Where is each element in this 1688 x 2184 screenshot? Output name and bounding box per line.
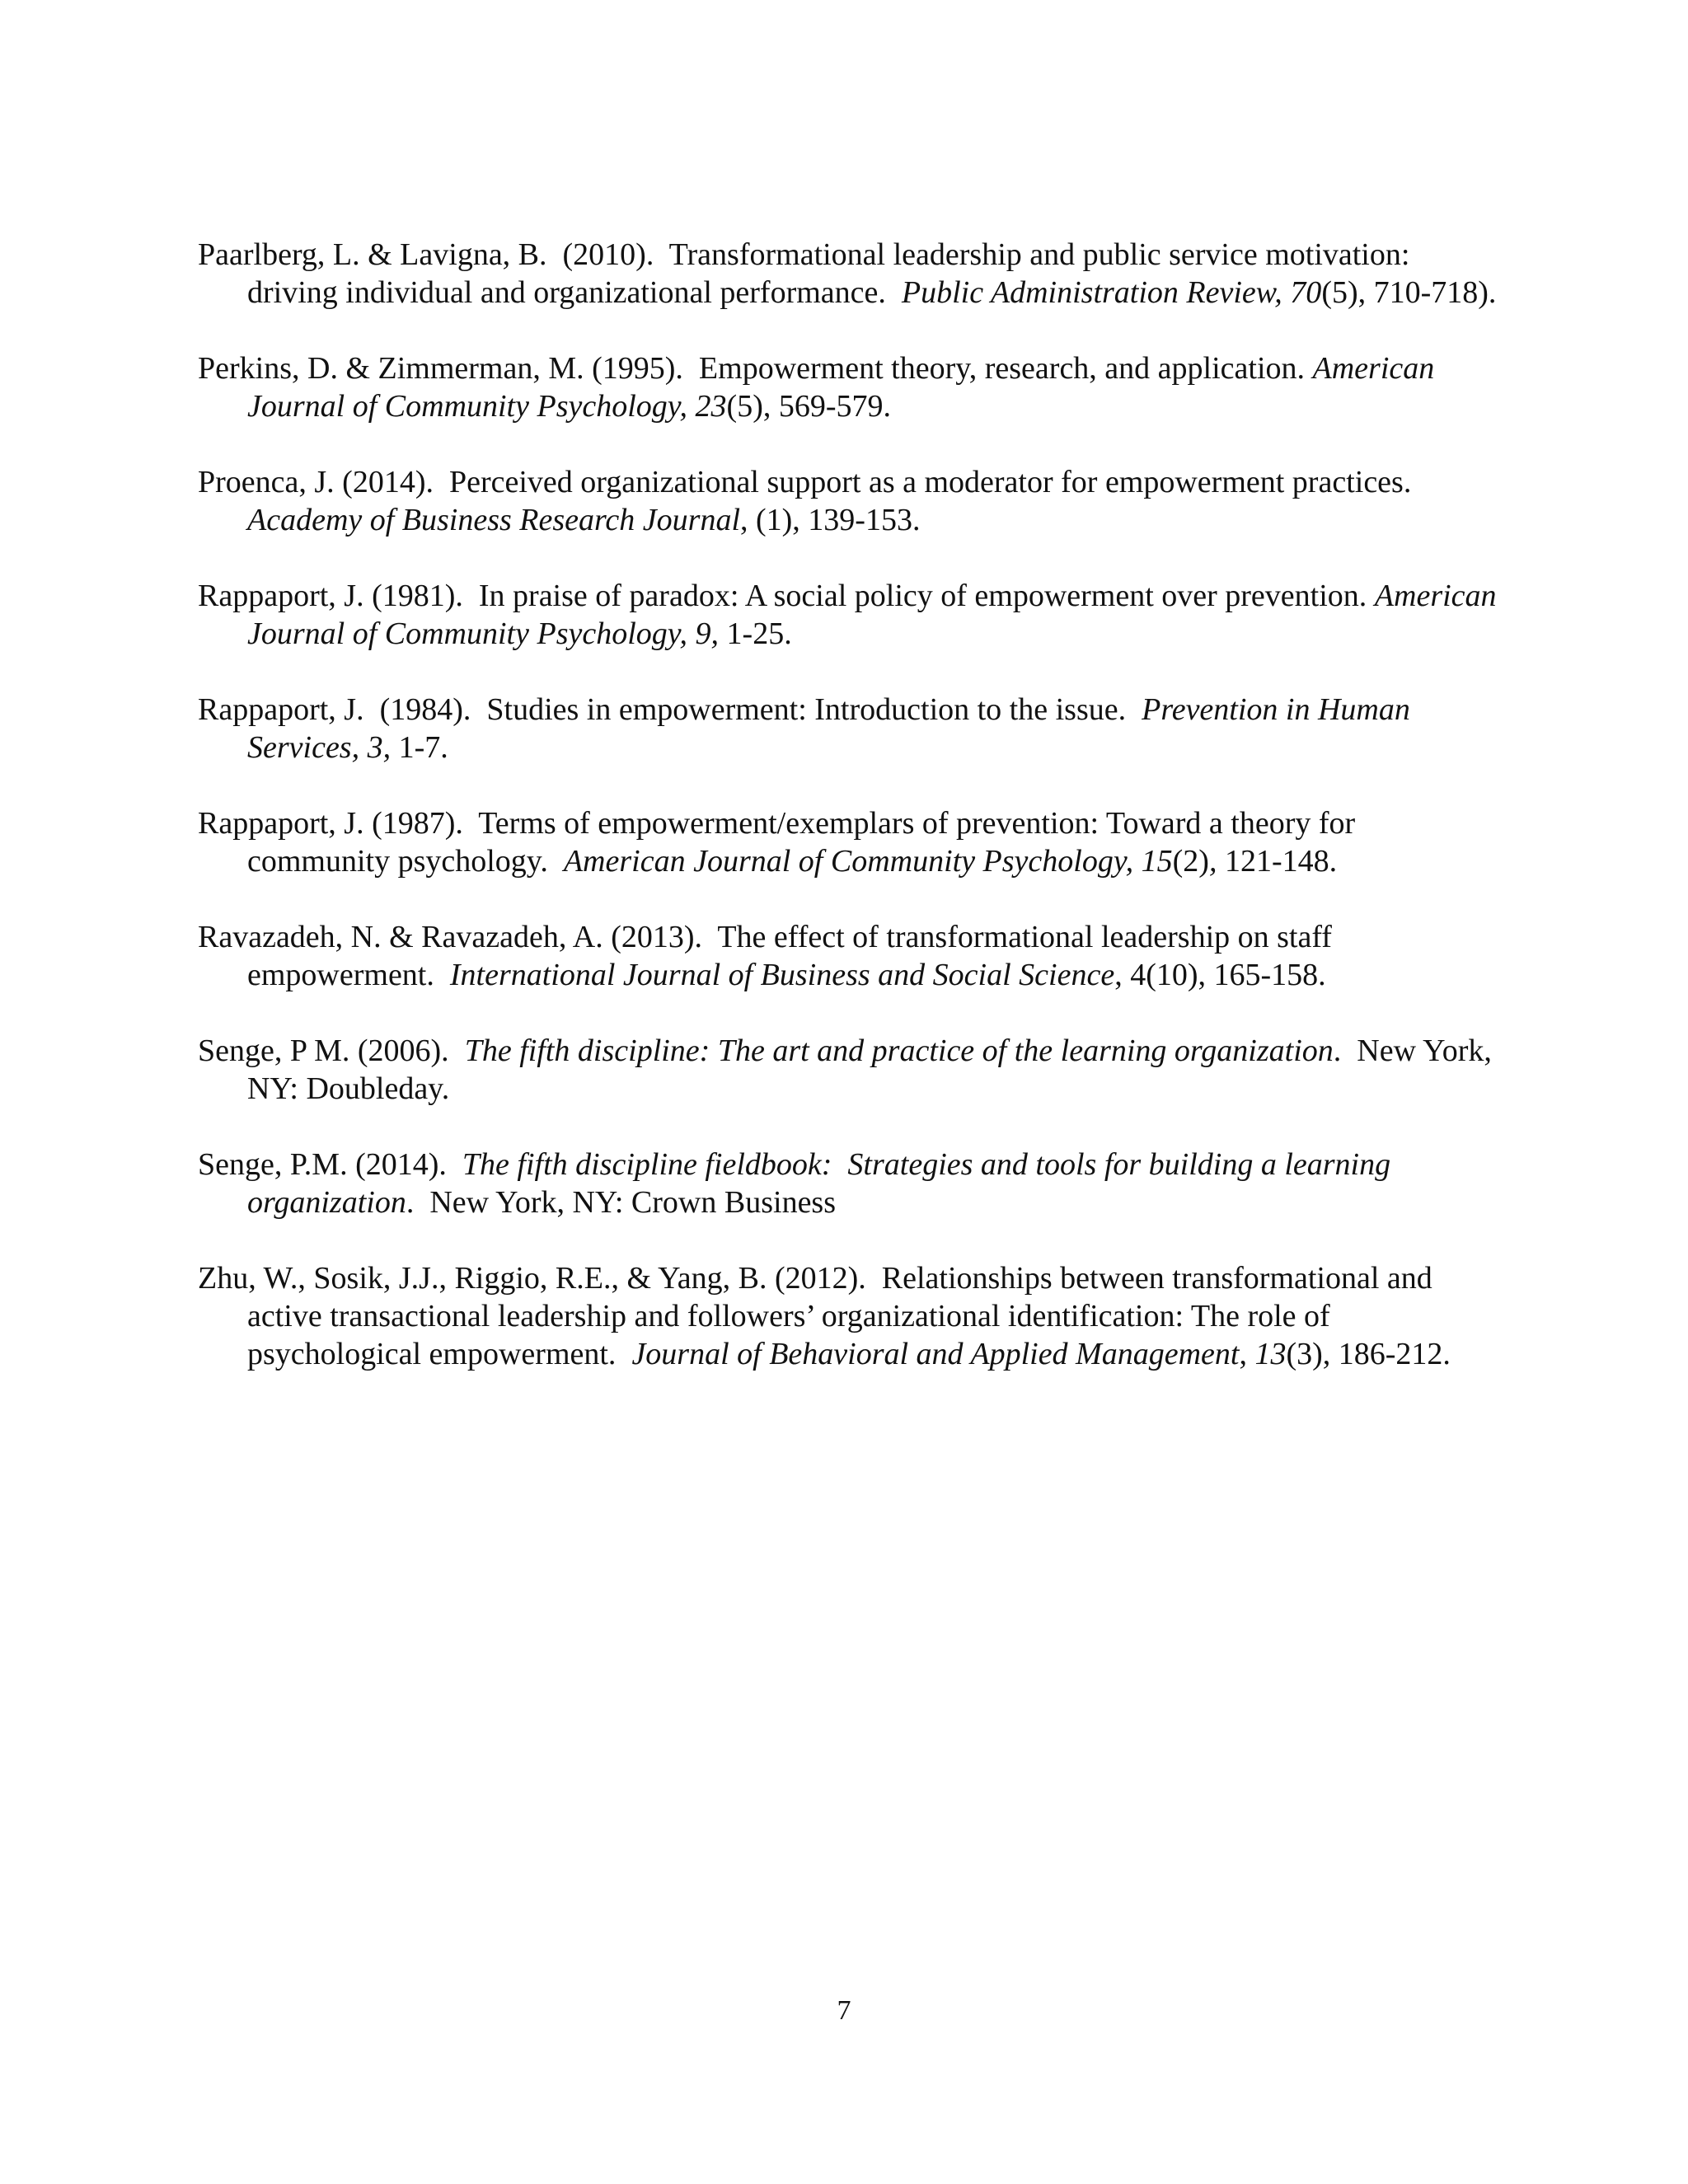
reference-list (198, 236, 1505, 1411)
reference-italic-segment: Journal of Behavioral and Applied Management (631, 1337, 1240, 1371)
reference-italic-segment: American Journal of Community Psychology, 9, (247, 579, 1505, 651)
reference-text-segment: 121-148. (1217, 844, 1338, 879)
reference-text-segment: Rappaport, J. (1987). Terms of empowerment/exemplars of prevention: Toward a theory for community psychology. (198, 806, 1363, 879)
reference-text-segment: (2) (1172, 844, 1209, 879)
reference-text-segment: , 4(10), 165-158. (1114, 958, 1326, 992)
reference-italic-segment: 13 (1254, 1337, 1287, 1371)
reference-text-segment: . New York, NY: Crown Business (406, 1185, 837, 1220)
reference-italic-segment: The fifth discipline: The art and practice of the learning organization (464, 1033, 1334, 1068)
reference-entry-senge-2014 (198, 1146, 1500, 1221)
reference-entry-paarlberg-2010 (198, 236, 1500, 312)
reference-text-segment: 1-25. (719, 616, 792, 651)
reference-italic-segment: American Journal of Community Psychology, 15 (563, 844, 1173, 879)
reference-text-segment: (3), 186-212. (1286, 1337, 1451, 1371)
reference-text-segment: Perkins, D. & Zimmerman, M. (1995). Empowerment theory, research, and application. (198, 351, 1313, 386)
reference-text-segment: Rappaport, J. (1984). Studies in empowerment: Introduction to the issue. (198, 692, 1142, 727)
reference-entry-senge-2006 (198, 1032, 1500, 1108)
reference-text-segment: , (1239, 1337, 1255, 1371)
reference-text-segment: Senge, P M. (2006). (198, 1033, 465, 1068)
reference-entry-rappaport-1987 (198, 804, 1500, 880)
reference-entry-proenca-2014 (198, 463, 1500, 539)
reference-text-segment: , (1), 139-153. (740, 503, 921, 537)
reference-italic-segment: American Journal of Community Psychology, 23 (247, 351, 1442, 424)
reference-entry-zhu-2012 (198, 1259, 1500, 1373)
reference-entry-ravazadeh-2013 (198, 918, 1500, 994)
reference-italic-segment: , (1208, 844, 1217, 879)
reference-text-segment: (5), 710-718). (1321, 275, 1497, 310)
reference-text-segment: Proenca, J. (2014). Perceived organizational support as a moderator for empowerment practices. (198, 465, 1419, 499)
reference-text-segment: . New York, NY: Doubleday. (247, 1033, 1500, 1106)
reference-text-segment: Senge, P.M. (2014). (198, 1147, 462, 1182)
reference-text-segment: Paarlberg, L. & Lavigna, B. (2010). Transformational leadership and public service motivation: driving individual and organizational performance. (198, 237, 1418, 310)
reference-text-segment: (5), 569-579. (726, 389, 892, 424)
reference-text-segment: Rappaport, J. (1981). In praise of paradox: A social policy of empowerment over prevention. (198, 579, 1375, 613)
page-number: 7 (837, 1995, 851, 2026)
reference-text-segment: Ravazadeh, N. & Ravazadeh, A. (2013). The effect of transformational leadership on staff empowerment. (198, 920, 1340, 992)
reference-text-segment: 1-7. (391, 730, 448, 765)
reference-text-segment: Zhu, W., Sosik, J.J., Riggio, R.E., & Yang, B. (2012). Relationships between transformational and active transactional leadership and followers’ organizational identification: The role of psychological empowerment. (198, 1261, 1441, 1371)
reference-entry-perkins-1995 (198, 349, 1500, 425)
reference-entry-rappaport-1981 (198, 577, 1505, 653)
reference-italic-segment: Prevention in Human Services, 3, (247, 692, 1418, 765)
reference-italic-segment: Public Administration Review, 70 (901, 275, 1322, 310)
reference-italic-segment: International Journal of Business and Social Science (449, 958, 1115, 992)
reference-italic-segment: The fifth discipline fieldbook: Strategies and tools for building a learning organization (247, 1147, 1399, 1220)
reference-entry-rappaport-1984 (198, 691, 1500, 766)
reference-italic-segment: Academy of Business Research Journal (247, 503, 740, 537)
